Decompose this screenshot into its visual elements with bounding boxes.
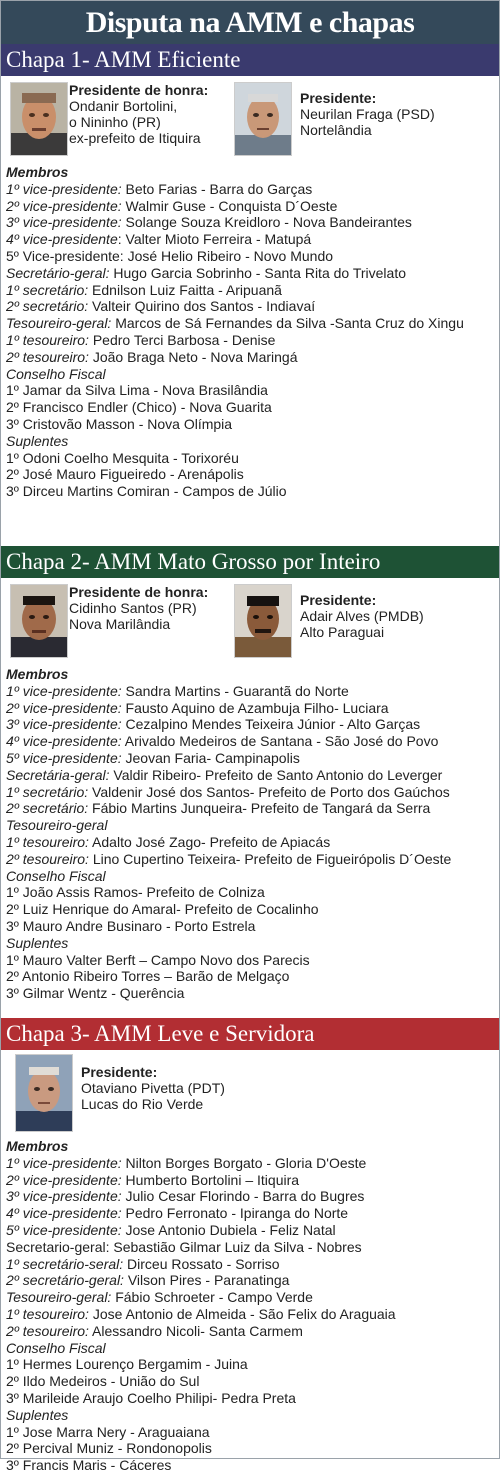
member-line: Tesoureiro-geral: Marcos de Sá Fernandes da Silva -Santa Cruz do Xingu [6, 315, 464, 332]
members-heading: Membros [6, 1138, 69, 1154]
member-line: 1º vice-presidente: Nilton Borges Borgato - Gloria D'Oeste [6, 1154, 367, 1171]
president-role-label: Presidente: [81, 1064, 158, 1080]
member-line: Tesoureiro-geral: Fábio Schroeter - Campo Verde [6, 1289, 313, 1306]
conselho-line: 1º Hermes Lourenço Bergamim - Juina [6, 1356, 248, 1373]
chapa1-honor-photo [10, 82, 68, 156]
member-line: 4º vice-presidente: Arivaldo Medeiros de Santana - São José do Povo [6, 733, 439, 750]
honor-line: Nova Marilândia [69, 616, 171, 632]
member-line: 1º vice-presidente: Beto Farias - Barra do Garças [6, 180, 313, 197]
conselho-line: 3º Mauro Andre Businaro - Porto Estrela [6, 917, 256, 934]
chapa3-president-text [81, 1064, 225, 1112]
president-line: Neurilan Fraga (PSD) [300, 106, 435, 122]
member-line: 4º vice-presidente: Pedro Ferronato - Ipiranga do Norte [6, 1205, 349, 1222]
suplente-line: 2º Antonio Ribeiro Torres – Barão de Melgaço [6, 968, 290, 985]
conselho-line: 2º Ildo Medeiros - União do Sul [6, 1373, 200, 1390]
member-line: Tesoureiro-geral [6, 817, 108, 834]
honor-line: o Nininho (PR) [69, 114, 161, 130]
chapa3-president-photo [15, 1054, 73, 1132]
conselho-line: 2º Luiz Henrique do Amaral- Prefeito de Cocalinho [6, 901, 319, 918]
chapa2-people [1, 578, 499, 666]
conselho-line: 2º Francisco Endler (Chico) - Nova Guarita [6, 399, 272, 416]
chapa1-people [1, 76, 499, 164]
conselho-heading: Conselho Fiscal [6, 365, 106, 382]
member-line: 1º secretário: Valdenir José dos Santos- Prefeito de Porto dos Gaúchos [6, 783, 450, 800]
member-line: 2º vice-presidente: Fausto Aquino de Azambuja Filho- Luciara [6, 699, 389, 716]
suplente-line: 1º Jose Marra Nery - Araguaiana [6, 1423, 210, 1440]
suplentes-heading: Suplentes [6, 432, 69, 449]
president-line: Lucas do Rio Verde [81, 1096, 204, 1112]
conselho-line: 3º Marileide Araujo Coelho Philipi- Pedra Preta [6, 1389, 296, 1406]
members-heading: Membros [6, 666, 69, 682]
member-line: 5º vice-presidente: Jose Antonio Dubiela - Feliz Natal [6, 1221, 336, 1238]
member-line: 2º secretário: Fábio Martins Junqueira- Prefeito de Tangará da Serra [6, 800, 431, 817]
member-line: 2º tesoureiro: Lino Cupertino Teixeira- Prefeito de Figueirópolis D´Oeste [6, 850, 452, 867]
suplente-line: 3º Gilmar Wentz - Querência [6, 985, 185, 1002]
member-line: 2º secretário-geral: Vilson Pires - Paranatinga [6, 1272, 290, 1289]
member-line: Secretario-geral: Sebastião Gilmar Luiz da Silva - Nobres [6, 1238, 362, 1255]
suplente-line: 1º Mauro Valter Berft – Campo Novo dos Parecis [6, 951, 310, 968]
member-line: 2º tesoureiro: João Braga Neto - Nova Maringá [6, 348, 298, 365]
suplente-line: 1º Odoni Coelho Mesquita - Torixoréu [6, 449, 239, 466]
chapa1-members [1, 164, 499, 546]
conselho-line: 3º Cristovão Masson - Nova Olímpia [6, 415, 233, 432]
member-line: 5º Vice-presidente: José Helio Ribeiro - Novo Mundo [6, 247, 334, 264]
page-title: Disputa na AMM e chapas [1, 1, 499, 44]
member-line: 3º vice-presidente: Cezalpino Mendes Teixeira Júnior - Alto Garças [6, 716, 421, 733]
chapa2-honor-photo [10, 584, 68, 658]
chapa1-honor-text [69, 82, 208, 146]
chapa3-heading: Chapa 3- AMM Leve e Servidora [1, 1018, 499, 1050]
chapa1-president-photo [234, 82, 292, 156]
suplente-line: 2º Percival Muniz - Rondonopolis [6, 1440, 212, 1457]
president-line: Alto Paraguai [300, 624, 385, 640]
conselho-heading: Conselho Fiscal [6, 1339, 106, 1356]
suplente-line: 2º José Mauro Figueiredo - Arenápolis [6, 466, 244, 483]
member-line: 4º vice-presidente: Valter Mioto Ferreira - Matupá [6, 231, 312, 248]
member-line: 2º secretário: Valteir Quirino dos Santos - Indiavaí [6, 298, 316, 315]
conselho-heading: Conselho Fiscal [6, 867, 106, 884]
chapa2-heading: Chapa 2- AMM Mato Grosso por Inteiro [1, 546, 499, 578]
chapa2-president-photo [234, 584, 292, 658]
member-line: 1º secretário: Ednilson Luiz Faitta - Aripuanã [6, 281, 282, 298]
chapa1-heading: Chapa 1- AMM Eficiente [1, 44, 499, 76]
member-line: 2º tesoureiro: Alessandro Nicoli- Santa Carmem [6, 1322, 303, 1339]
member-line: Secretária-geral: Valdir Ribeiro- Prefeito de Santo Antonio do Leverger [6, 766, 443, 783]
member-line: 1º tesoureiro: Adalto José Zago- Prefeito de Apiacás [6, 833, 331, 850]
chapa2-honor-text [69, 584, 208, 632]
member-line: 1º secretário-seral: Dirceu Rossato - Sorriso [6, 1255, 280, 1272]
honor-role-label: Presidente de honra: [69, 584, 209, 600]
honor-line: ex-prefeito de Itiquira [69, 130, 201, 146]
member-line: 2º vice-presidente: Humberto Bortolini – Itiquira [6, 1171, 300, 1188]
member-line: 5º vice-presidente: Jeovan Faria- Campinapolis [6, 749, 300, 766]
suplentes-heading: Suplentes [6, 1406, 69, 1423]
honor-line: Cidinho Santos (PR) [69, 600, 197, 616]
member-line: 3º vice-presidente: Solange Souza Kreidloro - Nova Bandeirantes [6, 214, 412, 231]
conselho-line: 1º João Assis Ramos- Prefeito de Colniza [6, 884, 265, 901]
members-heading: Membros [6, 164, 69, 180]
member-line: Secretário-geral: Hugo Garcia Sobrinho - Santa Rita do Trivelato [6, 264, 406, 281]
honor-role-label: Presidente de honra: [69, 82, 209, 98]
suplente-line: 3º Francis Maris - Cáceres [6, 1457, 172, 1474]
suplentes-heading: Suplentes [6, 934, 69, 951]
president-line: Adair Alves (PMDB) [300, 608, 424, 624]
member-line: 1º vice-presidente: Sandra Martins - Guarantã do Norte [6, 682, 349, 699]
member-line: 1º tesoureiro: Jose Antonio de Almeida - São Felix do Araguaia [6, 1305, 396, 1322]
chapa3-members [1, 1138, 499, 1474]
honor-line: Ondanir Bortolini, [69, 98, 178, 114]
chapa1-president-text [300, 90, 435, 138]
president-line: Nortelândia [300, 122, 372, 138]
chapa3-people [1, 1050, 499, 1138]
chapa2-president-text [300, 592, 424, 640]
chapa2-members [1, 666, 499, 1018]
member-line: 2º vice-presidente: Walmir Guse - Conquista D´Oeste [6, 197, 338, 214]
suplente-line: 3º Dirceu Martins Comiran - Campos de Júlio [6, 483, 287, 500]
conselho-line: 1º Jamar da Silva Lima - Nova Brasilândia [6, 382, 268, 399]
member-line: 1º tesoureiro: Pedro Terci Barbosa - Denise [6, 331, 276, 348]
president-role-label: Presidente: [300, 592, 377, 608]
president-role-label: Presidente: [300, 90, 377, 106]
president-line: Otaviano Pivetta (PDT) [81, 1080, 225, 1096]
member-line: 3º vice-presidente: Julio Cesar Florindo - Barra do Bugres [6, 1188, 365, 1205]
